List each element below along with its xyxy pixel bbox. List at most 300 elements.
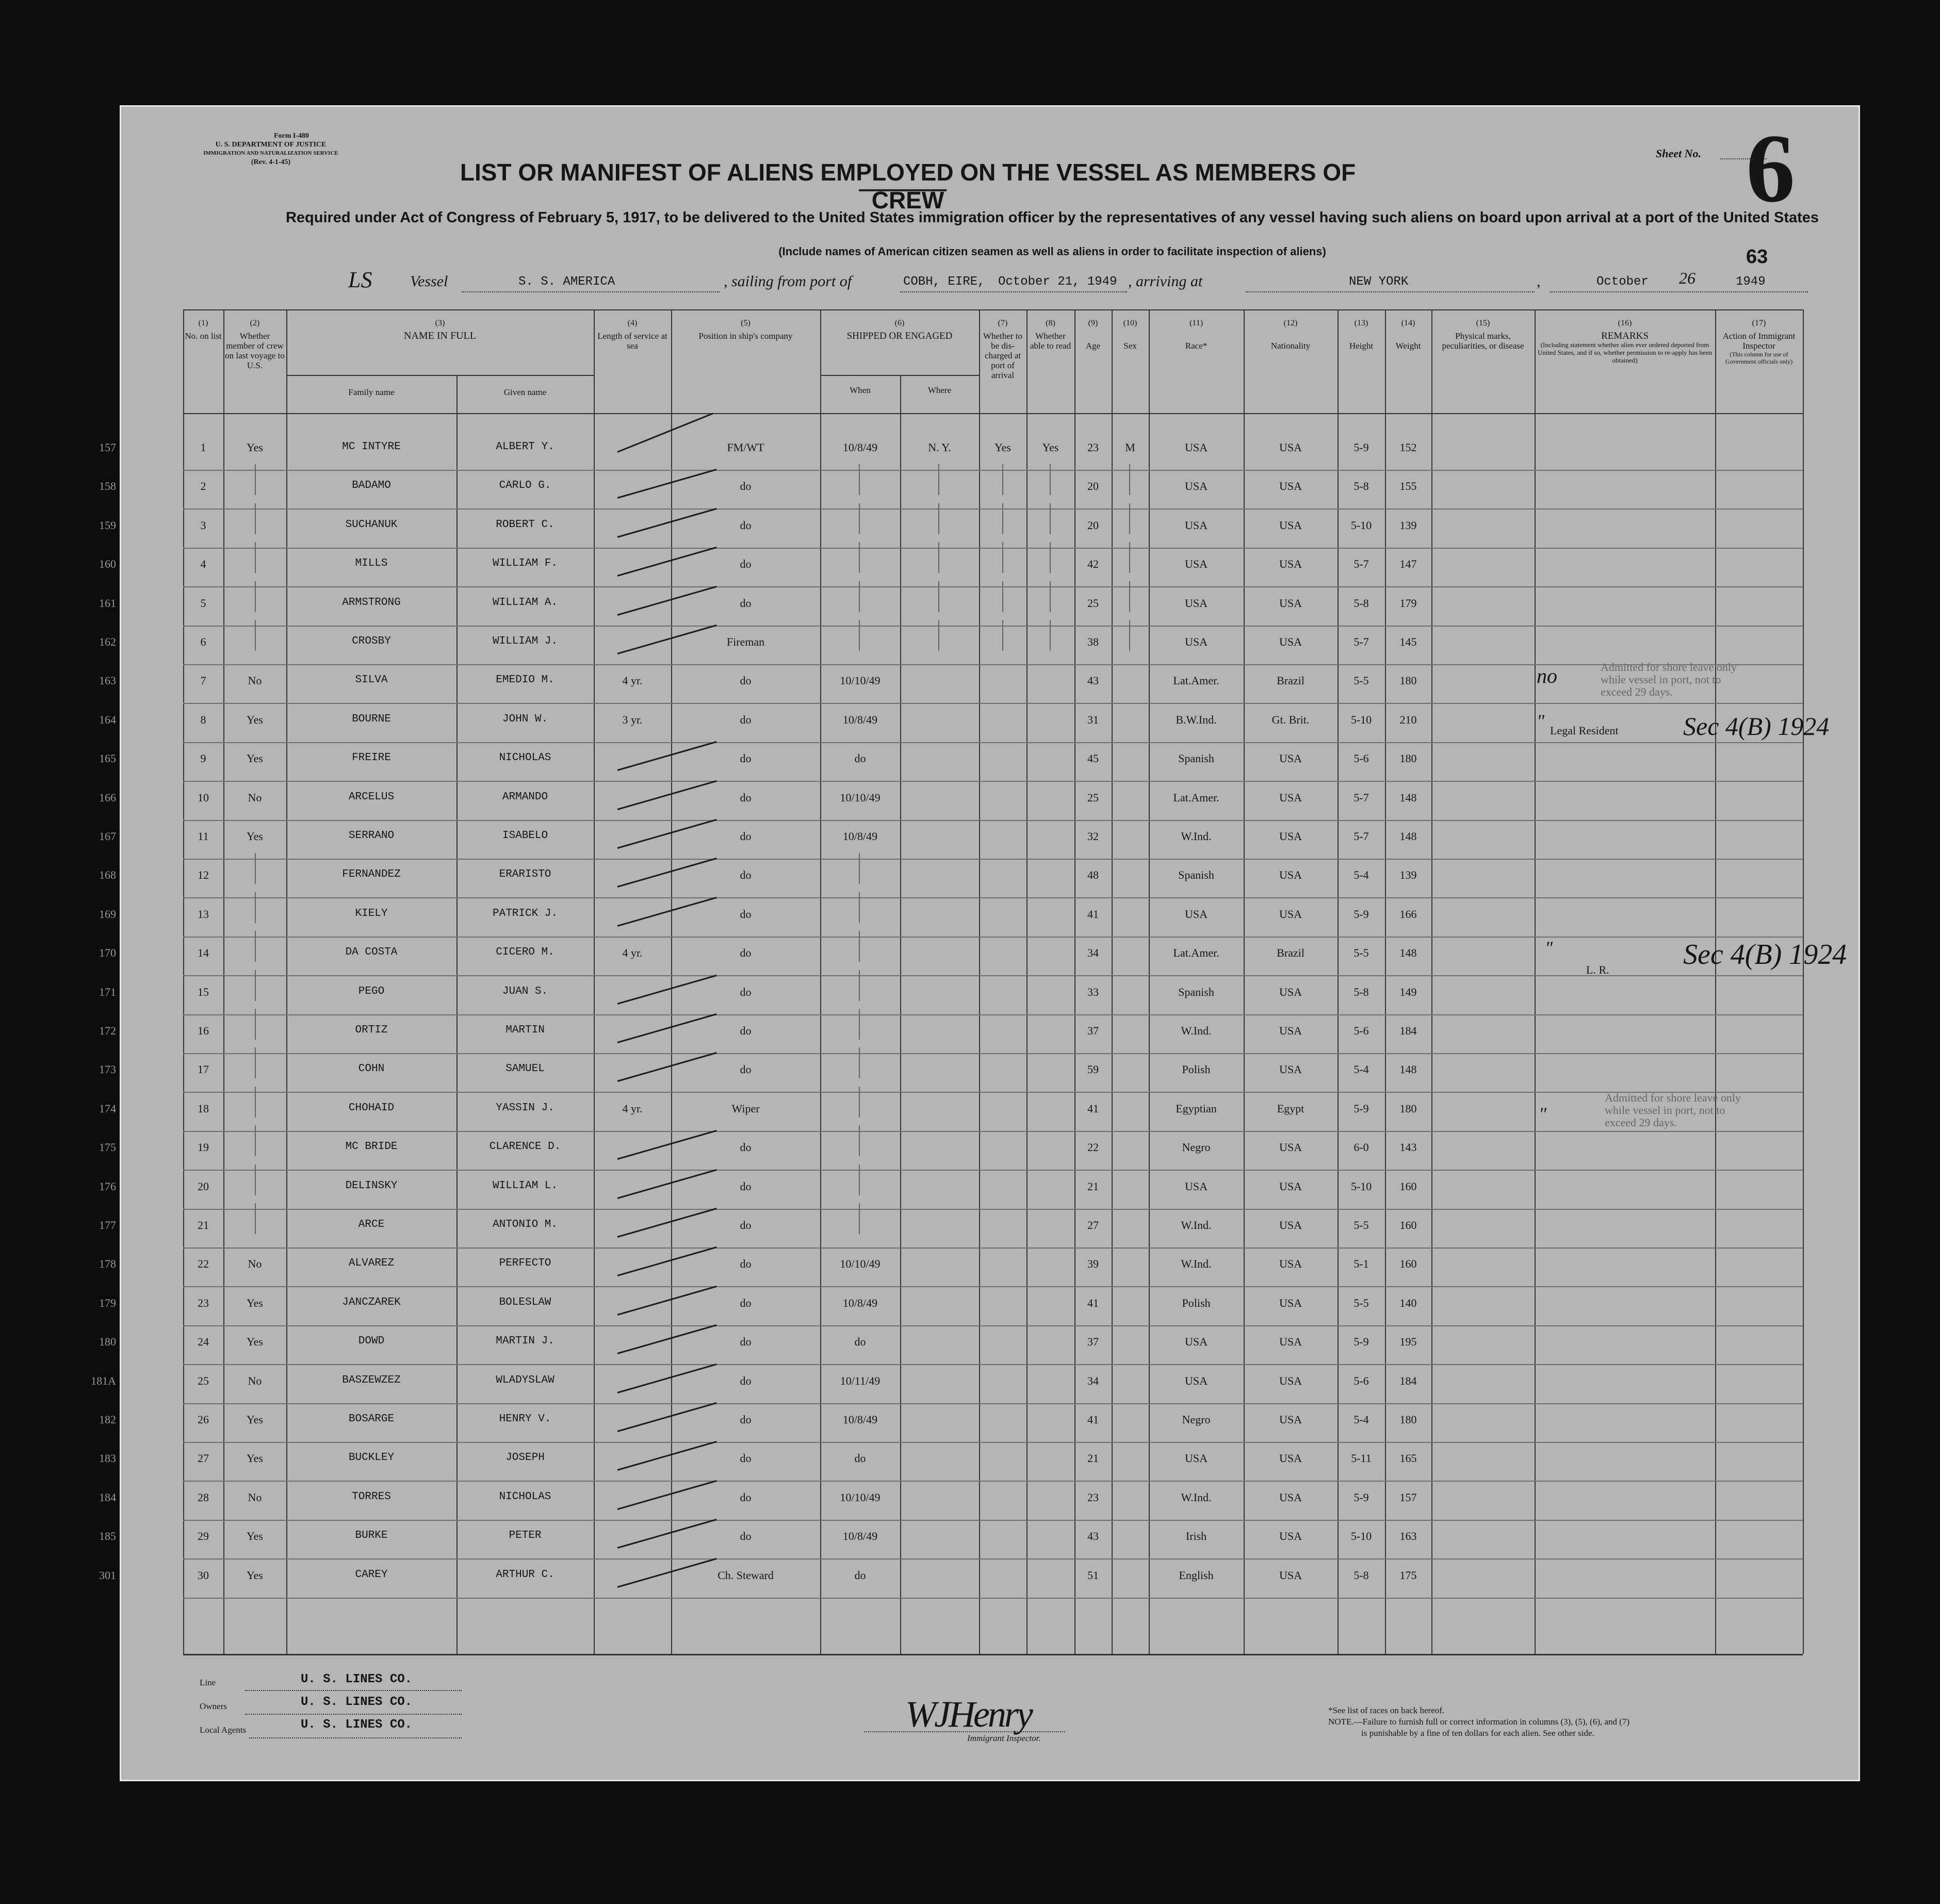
row-height: 5-7 <box>1354 830 1369 843</box>
row-no: 9 <box>200 752 206 765</box>
row-age: 34 <box>1087 1374 1099 1387</box>
ditto-mark <box>255 542 256 573</box>
row-age: 37 <box>1087 1335 1099 1349</box>
row-no: 16 <box>198 1024 209 1037</box>
row-no: 15 <box>198 985 209 998</box>
row-age: 41 <box>1087 1102 1099 1115</box>
row-weight: 160 <box>1399 1219 1417 1232</box>
remark-shore-leave-2: Admitted for shore leave only while vessel in port, not to exceed 29 days. <box>1605 1091 1741 1129</box>
row-given-name: YASSIN J. <box>496 1102 555 1114</box>
row-weight: 160 <box>1399 1257 1417 1271</box>
row-no: 23 <box>198 1296 209 1309</box>
row-margin-number: 173 <box>99 1063 116 1076</box>
footer-line-value: U. S. LINES CO. <box>301 1672 413 1686</box>
row-weight: 180 <box>1399 752 1417 765</box>
row-prev-voyage: Yes <box>246 830 263 843</box>
row-race: USA <box>1184 480 1208 493</box>
row-weight: 179 <box>1399 596 1417 610</box>
row-weight: 139 <box>1399 868 1417 882</box>
row-no: 14 <box>198 946 209 960</box>
row-height: 5-9 <box>1354 907 1369 921</box>
ditto-mark <box>1002 464 1003 495</box>
row-height: 5-10 <box>1350 713 1372 726</box>
row-no: 1 <box>200 441 206 454</box>
ditto-mark <box>859 581 860 612</box>
row-race: USA <box>1184 518 1208 532</box>
row-height: 5-7 <box>1354 557 1369 571</box>
ditto-mark <box>859 1047 860 1078</box>
remark-mark-2: " <box>1537 711 1545 731</box>
ditto-mark <box>859 1164 860 1195</box>
row-weight: 148 <box>1399 1063 1417 1076</box>
row-position: do <box>740 946 752 960</box>
ditto-mark <box>1002 581 1003 612</box>
row-position: do <box>740 713 752 726</box>
ditto-mark <box>859 620 860 651</box>
row-no: 28 <box>198 1490 209 1504</box>
row-prev-voyage: No <box>248 791 262 804</box>
document-subtitle: Required under Act of Congress of February 5, 1917, to be delivered to the United States immigration officer by the representatives of any vessel having such aliens on board upon arrival at a port of the United States <box>285 209 1819 226</box>
row-prev-voyage: Yes <box>246 1530 263 1543</box>
row-margin-number: 184 <box>99 1490 116 1504</box>
row-nationality: USA <box>1279 1063 1302 1076</box>
row-race: W.Ind. <box>1181 1257 1212 1271</box>
row-family-name: COHN <box>358 1063 385 1075</box>
row-family-name: BOURNE <box>352 713 391 725</box>
row-position: do <box>740 1296 752 1309</box>
row-height: 6-0 <box>1354 1141 1369 1154</box>
row-given-name: ALBERT Y. <box>496 441 555 453</box>
manifest-sheet <box>91 105 1860 1781</box>
row-given-name: WILLIAM A. <box>492 596 558 609</box>
row-given-name: PATRICK J. <box>492 907 558 920</box>
footer-note-penalty-2: is punishable by a fine of ten dollars for each alien. See other side. <box>1361 1728 1594 1738</box>
header-position: (5) Position in ship's company <box>698 319 793 341</box>
row-family-name: BASZEWZEZ <box>342 1374 401 1386</box>
row-prev-voyage: No <box>248 1490 262 1504</box>
arrival-day: 26 <box>1679 269 1696 287</box>
ditto-mark <box>938 620 939 651</box>
row-nationality: USA <box>1279 868 1302 882</box>
row-weight: 157 <box>1399 1490 1417 1504</box>
row-no: 2 <box>200 480 206 493</box>
row-position: do <box>740 1335 752 1349</box>
row-race: Polish <box>1182 1296 1211 1309</box>
footer-note-penalty: NOTE.—Failure to furnish full or correct information in columns (3), (5), (6), and (7) <box>1328 1717 1629 1727</box>
row-family-name: CROSBY <box>352 635 391 647</box>
row-weight: 180 <box>1399 1413 1417 1426</box>
ditto-mark <box>1050 464 1051 495</box>
row-race: Negro <box>1182 1413 1211 1426</box>
row-weight: 148 <box>1399 946 1417 960</box>
row-race: W.Ind. <box>1181 1490 1212 1504</box>
row-position: do <box>740 674 752 687</box>
row-no: 10 <box>198 791 209 804</box>
row-shipped-when: 10/8/49 <box>842 830 878 843</box>
row-shipped-when: 10/8/49 <box>842 713 878 726</box>
row-nationality: USA <box>1279 1179 1302 1193</box>
document-title: LIST OR MANIFEST OF ALIENS EMPLOYED ON THE VESSEL AS MEMBERS OF CREW <box>460 159 1356 214</box>
row-nationality: USA <box>1279 1335 1302 1349</box>
row-nationality: USA <box>1279 1141 1302 1154</box>
arriving-label: , arriving at <box>1128 273 1203 290</box>
row-no: 6 <box>200 635 206 648</box>
row-age: 59 <box>1087 1063 1099 1076</box>
row-able-to-read: Yes <box>1042 441 1059 454</box>
row-age: 45 <box>1087 752 1099 765</box>
form-number: Form I-480 <box>273 132 309 140</box>
arrival-year: 1949 <box>1736 275 1766 289</box>
ditto-mark <box>859 503 860 534</box>
remark-section-2: Sec 4(B) 1924 <box>1683 939 1847 971</box>
ditto-mark <box>255 1125 256 1156</box>
row-margin-number: 169 <box>99 907 116 921</box>
row-age: 31 <box>1087 713 1099 726</box>
row-family-name: FERNANDEZ <box>342 868 401 881</box>
row-height: 5-4 <box>1354 1413 1369 1426</box>
row-margin-number: 157 <box>99 441 116 454</box>
ditto-mark <box>938 503 939 534</box>
row-family-name: CAREY <box>355 1568 388 1581</box>
row-prev-voyage: Yes <box>246 752 263 765</box>
row-weight: 184 <box>1399 1024 1417 1037</box>
row-height: 5-10 <box>1350 1179 1372 1193</box>
vessel-label: Vessel <box>410 273 448 290</box>
row-age: 48 <box>1087 868 1099 882</box>
header-sex: (10) Sex <box>1123 319 1137 351</box>
row-margin-number: 165 <box>99 752 116 765</box>
row-nationality: USA <box>1279 1374 1302 1387</box>
ditto-mark <box>859 892 860 923</box>
row-margin-number: 163 <box>99 674 116 687</box>
remark-section-1: Sec 4(B) 1924 <box>1683 712 1830 741</box>
remark-lr: L. R. <box>1586 963 1609 976</box>
row-nationality: USA <box>1279 791 1302 804</box>
row-nationality: USA <box>1279 1568 1302 1582</box>
row-race: B.W.Ind. <box>1176 713 1217 726</box>
row-no: 21 <box>198 1219 209 1232</box>
row-margin-number: 180 <box>99 1335 116 1349</box>
row-nationality: USA <box>1279 635 1302 648</box>
header-discharged: (7) Whether to be dis-charged at port of arrival <box>983 319 1022 380</box>
row-family-name: DELINSKY <box>345 1179 398 1192</box>
row-position: do <box>740 1179 752 1193</box>
row-family-name: ARCELUS <box>348 791 395 803</box>
row-height: 5-7 <box>1354 635 1369 648</box>
row-margin-number: 181A <box>91 1374 116 1387</box>
row-race: USA <box>1184 1179 1208 1193</box>
row-nationality: Brazil <box>1277 946 1305 960</box>
row-service-length: 4 yr. <box>622 946 643 960</box>
row-margin-number: 174 <box>99 1102 116 1115</box>
vessel-name: S. S. AMERICA <box>518 275 615 289</box>
ditto-mark <box>938 464 939 495</box>
row-position: Ch. Steward <box>718 1568 774 1582</box>
row-shipped-when: 10/11/49 <box>840 1374 881 1387</box>
row-race: USA <box>1184 1452 1208 1465</box>
ditto-mark <box>255 620 256 651</box>
row-position: do <box>740 1530 752 1543</box>
row-given-name: WILLIAM L. <box>492 1179 558 1192</box>
remark-mark-3: " <box>1545 938 1553 958</box>
row-position: do <box>740 1219 752 1232</box>
row-no: 8 <box>200 713 206 726</box>
row-age: 25 <box>1087 596 1099 610</box>
row-margin-number: 164 <box>99 713 116 726</box>
row-height: 5-1 <box>1354 1257 1369 1271</box>
row-margin-number: 185 <box>99 1530 116 1543</box>
row-race: Irish <box>1185 1530 1207 1543</box>
row-given-name: CLARENCE D. <box>489 1141 561 1153</box>
row-given-name: ISABELO <box>502 830 548 842</box>
row-weight: 180 <box>1399 674 1417 687</box>
row-prev-voyage: Yes <box>246 1413 263 1426</box>
row-position: do <box>740 1374 752 1387</box>
row-position: do <box>740 480 752 493</box>
ditto-mark <box>1129 620 1130 651</box>
row-position: do <box>740 1413 752 1426</box>
row-position: do <box>740 518 752 532</box>
ditto-mark <box>1050 503 1051 534</box>
row-race: W.Ind. <box>1181 1219 1212 1232</box>
header-remarks: (16) REMARKS (Including statement whether alien ever ordered deported from United States, and if so, whether permission to re-apply has been obtained) <box>1538 319 1712 364</box>
row-position: FM/WT <box>727 441 764 454</box>
ditto-mark <box>255 853 256 884</box>
row-no: 24 <box>198 1335 209 1349</box>
row-race: Spanish <box>1178 985 1214 998</box>
row-given-name: MARTIN J. <box>496 1335 555 1348</box>
row-position: do <box>740 1141 752 1154</box>
row-shipped-when: do <box>854 1452 866 1465</box>
row-nationality: USA <box>1279 1257 1302 1271</box>
row-family-name: ARMSTRONG <box>342 596 401 609</box>
ditto-mark <box>1129 581 1130 612</box>
ditto-mark <box>938 542 939 573</box>
header-family-name: Family name <box>348 387 395 397</box>
row-family-name: MILLS <box>355 557 388 570</box>
row-nationality: USA <box>1279 1413 1302 1426</box>
row-race: USA <box>1184 635 1208 648</box>
row-nationality: USA <box>1279 557 1302 571</box>
row-no: 29 <box>198 1530 209 1543</box>
row-margin-number: 175 <box>99 1141 116 1154</box>
row-family-name: PEGO <box>358 985 385 997</box>
row-age: 38 <box>1087 635 1099 648</box>
row-height: 5-10 <box>1350 518 1372 532</box>
row-nationality: USA <box>1279 441 1302 454</box>
row-family-name: SUCHANUK <box>345 518 398 531</box>
ditto-mark <box>255 1009 256 1040</box>
row-shipped-when: do <box>854 1335 866 1349</box>
footer-owners-label: Owners <box>200 1701 227 1711</box>
row-shipped-when: do <box>854 1568 866 1582</box>
row-given-name: ROBERT C. <box>496 518 555 531</box>
row-margin-number: 158 <box>99 480 116 493</box>
row-nationality: USA <box>1279 907 1302 921</box>
row-age: 21 <box>1087 1179 1099 1193</box>
row-given-name: ERARISTO <box>499 868 551 881</box>
row-age: 42 <box>1087 557 1099 571</box>
row-position: do <box>740 1452 752 1465</box>
row-shipped-when: do <box>854 752 866 765</box>
arrival-port: NEW YORK <box>1349 275 1409 289</box>
row-race: English <box>1179 1568 1214 1582</box>
form-identifier <box>188 132 353 167</box>
row-height: 5-8 <box>1354 480 1369 493</box>
row-race: USA <box>1184 557 1208 571</box>
row-age: 20 <box>1087 518 1099 532</box>
row-given-name: SAMUEL <box>506 1063 545 1075</box>
row-weight: 155 <box>1399 480 1417 493</box>
ditto-mark <box>255 1203 256 1234</box>
row-weight: 148 <box>1399 791 1417 804</box>
row-no: 20 <box>198 1179 209 1193</box>
header-physical-marks: (15) Physical marks, peculiarities, or disease <box>1442 319 1524 351</box>
row-sex: M <box>1125 441 1135 454</box>
row-height: 5-9 <box>1354 441 1369 454</box>
row-family-name: KIELY <box>355 907 388 920</box>
row-given-name: BOLESLAW <box>499 1296 551 1308</box>
row-race: Lat.Amer. <box>1173 674 1219 687</box>
header-nationality: (12) Nationality <box>1270 319 1311 351</box>
row-family-name: BUCKLEY <box>348 1452 395 1464</box>
row-given-name: ARMANDO <box>502 791 548 803</box>
row-race: Spanish <box>1178 868 1214 882</box>
row-no: 7 <box>200 674 206 687</box>
ditto-mark <box>255 503 256 534</box>
row-margin-number: 161 <box>99 596 116 610</box>
row-nationality: USA <box>1279 1490 1302 1504</box>
row-weight: 149 <box>1399 985 1417 998</box>
row-no: 13 <box>198 907 209 921</box>
row-given-name: CICERO M. <box>496 946 555 959</box>
row-age: 34 <box>1087 946 1099 960</box>
remark-mark-4: " <box>1539 1104 1547 1124</box>
row-nationality: USA <box>1279 1296 1302 1309</box>
row-race: Polish <box>1182 1063 1211 1076</box>
inspector-signature: WJHenry <box>905 1694 1031 1735</box>
sailing-port: COBH, EIRE, <box>903 275 985 289</box>
ditto-mark <box>1129 464 1130 495</box>
ditto-mark <box>859 931 860 962</box>
row-height: 5-6 <box>1354 1374 1369 1387</box>
row-family-name: SILVA <box>355 674 388 686</box>
header-height: (13) Height <box>1349 319 1374 351</box>
row-height: 5-8 <box>1354 596 1369 610</box>
row-position: do <box>740 791 752 804</box>
row-family-name: ORTIZ <box>355 1024 388 1036</box>
row-race: Lat.Amer. <box>1173 946 1219 960</box>
header-age: (9) Age <box>1085 319 1101 351</box>
row-given-name: PETER <box>509 1530 542 1542</box>
row-race: USA <box>1184 907 1208 921</box>
row-age: 22 <box>1087 1141 1099 1154</box>
row-given-name: MARTIN <box>506 1024 545 1036</box>
row-margin-number: 172 <box>99 1024 116 1037</box>
row-family-name: DA COSTA <box>345 946 398 959</box>
form-department: U. S. DEPARTMENT OF JUSTICE <box>215 141 327 149</box>
header-race: (11) Race* <box>1185 319 1208 351</box>
ditto-mark <box>255 892 256 923</box>
row-prev-voyage: Yes <box>246 1452 263 1465</box>
ditto-mark <box>859 1009 860 1040</box>
row-race: USA <box>1184 1374 1208 1387</box>
row-age: 39 <box>1087 1257 1099 1271</box>
row-shipped-when: 10/10/49 <box>840 1257 881 1271</box>
ditto-mark <box>255 970 256 1001</box>
header-name: (3) NAME IN FULL <box>404 319 476 341</box>
ditto-mark <box>1050 581 1051 612</box>
row-nationality: USA <box>1279 518 1302 532</box>
form-revision: (Rev. 4-1-45) <box>251 158 291 166</box>
row-weight: 152 <box>1399 441 1417 454</box>
page-number: 63 <box>1746 246 1768 268</box>
row-race: USA <box>1184 596 1208 610</box>
row-race: Spanish <box>1178 752 1214 765</box>
row-weight: 175 <box>1399 1568 1417 1582</box>
row-height: 5-8 <box>1354 1568 1369 1582</box>
row-no: 11 <box>198 830 209 843</box>
row-margin-number: 178 <box>99 1257 116 1271</box>
row-service-length: 3 yr. <box>622 713 643 726</box>
row-height: 5-9 <box>1354 1490 1369 1504</box>
row-age: 23 <box>1087 441 1099 454</box>
row-age: 43 <box>1087 1530 1099 1543</box>
row-position: do <box>740 596 752 610</box>
row-weight: 139 <box>1399 518 1417 532</box>
row-age: 21 <box>1087 1452 1099 1465</box>
row-no: 26 <box>198 1413 209 1426</box>
row-shipped-when: 10/10/49 <box>840 791 881 804</box>
row-given-name: JOSEPH <box>506 1452 545 1464</box>
row-shipped-where: N. Y. <box>928 441 951 454</box>
arrival-month: October <box>1596 275 1649 289</box>
header-when: When <box>850 385 871 395</box>
row-prev-voyage: No <box>248 1374 262 1387</box>
row-no: 19 <box>198 1141 209 1154</box>
row-given-name: ARTHUR C. <box>496 1568 555 1581</box>
row-given-name: WILLIAM F. <box>492 557 558 570</box>
remark-mark-1: no <box>1537 664 1557 687</box>
row-family-name: JANCZAREK <box>342 1296 401 1308</box>
row-no: 3 <box>200 518 206 532</box>
row-weight: 140 <box>1399 1296 1417 1309</box>
row-family-name: BURKE <box>355 1530 388 1542</box>
ditto-mark <box>1050 542 1051 573</box>
header-length-service: (4) Length of service at sea <box>597 319 667 351</box>
ditto-mark <box>255 581 256 612</box>
row-margin-number: 166 <box>99 791 116 804</box>
row-position: do <box>740 1024 752 1037</box>
row-margin-number: 159 <box>99 518 116 532</box>
ditto-mark <box>859 1125 860 1156</box>
row-given-name: HENRY V. <box>499 1413 551 1425</box>
row-prev-voyage: Yes <box>246 1335 263 1349</box>
row-shipped-when: 10/10/49 <box>840 1490 881 1504</box>
row-nationality: USA <box>1279 985 1302 998</box>
row-weight: 195 <box>1399 1335 1417 1349</box>
ditto-mark <box>255 1164 256 1195</box>
vessel-line: LS Vessel S. S. AMERICA , sailing from port of COBH, EIRE, October 21, 1949 , arriving at NEW YORK , October 26 1949 <box>286 273 1823 298</box>
ditto-mark <box>255 931 256 962</box>
row-weight: 166 <box>1399 907 1417 921</box>
row-weight: 184 <box>1399 1374 1417 1387</box>
row-margin-number: 176 <box>99 1179 116 1193</box>
ditto-mark <box>1129 542 1130 573</box>
row-height: 5-5 <box>1354 674 1369 687</box>
row-age: 23 <box>1087 1490 1099 1504</box>
row-family-name: SERRANO <box>348 830 395 842</box>
